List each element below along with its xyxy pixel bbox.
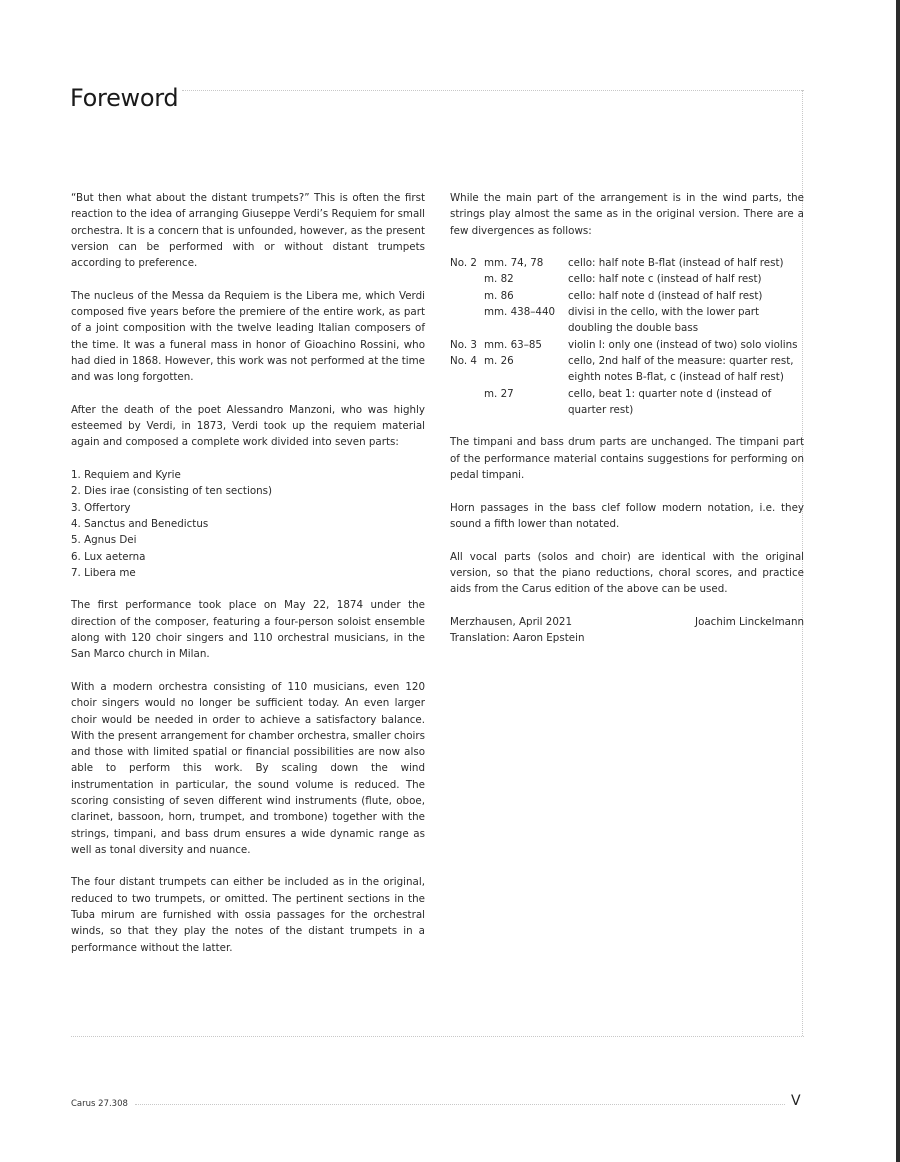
- paragraph: The nucleus of the Messa da Requiem is the Libera me, which Verdi composed five years before the premiere of the entire work, as part of a joint composition with the twelve leading Italian composers of the time. It was a funeral mass in honor of Gioachino Rossini, who had died in 1868. However, this work was not performed at the time and was long forgotten.: [71, 289, 425, 384]
- paragraph: All vocal parts (solos and choir) are identical with the original version, so that the piano reductions, choral scores, and practice aids from the Carus edition of the above can be used.: [450, 550, 804, 596]
- divergence-description: cello: half note c (instead of half rest): [568, 273, 762, 286]
- list-item: 2. Dies irae (consisting of ten sections): [71, 485, 273, 498]
- movement-number: [450, 271, 484, 287]
- right-column: [450, 190, 804, 646]
- measure-ref: m. 27: [484, 387, 514, 400]
- place-date: Merzhausen, April 2021: [450, 615, 573, 628]
- footer-dotted-rule: [135, 1104, 785, 1105]
- table-row: [450, 337, 804, 353]
- top-dotted-rule: [182, 90, 804, 91]
- measure-ref: mm. 74, 78: [484, 257, 544, 270]
- paragraph: The four distant trumpets can either be included as in the original, reduced to two trumpets, or omitted. The pertinent sections in the Tuba mirum are furnished with ossia passages for the orchestral winds, so that they play the notes of the distant trumpets in a performance without the latter.: [71, 876, 425, 954]
- divergence-description: cello, beat 1: quarter note d (instead of quarter rest): [568, 387, 772, 416]
- measure-ref: mm. 63–85: [484, 338, 542, 351]
- table-row: [450, 304, 804, 337]
- table-row: [450, 386, 804, 419]
- movement-number: No. 4: [450, 354, 477, 367]
- paragraph: Horn passages in the bass clef follow modern notation, i.e. they sound a fifth lower than notated.: [450, 501, 804, 530]
- measure-ref: m. 82: [484, 273, 514, 286]
- page-number: V: [791, 1093, 801, 1109]
- divergence-description: violin I: only one (instead of two) solo violins: [568, 338, 798, 351]
- divergences-table: [450, 255, 804, 418]
- list-item: 1. Requiem and Kyrie: [71, 469, 181, 482]
- movement-number: [450, 288, 484, 304]
- movement-number: No. 2: [450, 257, 477, 270]
- paragraph: While the main part of the arrangement is in the wind parts, the strings play almost the same as in the original version. There are a few divergences as follows:: [450, 192, 804, 237]
- list-item: 5. Agnus Dei: [71, 534, 137, 547]
- divergence-description: cello, 2nd half of the measure: quarter rest, eighth notes B-flat, c (instead of half rest): [568, 354, 794, 384]
- left-column: [71, 190, 425, 972]
- movement-number: [450, 304, 484, 337]
- page-edge-bar: [896, 0, 900, 1162]
- bottom-dotted-rule: [71, 1036, 804, 1037]
- table-row: [450, 255, 804, 271]
- list-item: 4. Sanctus and Benedictus: [71, 517, 209, 530]
- movement-number: [450, 386, 484, 419]
- paragraph: With a modern orchestra consisting of 110 musicians, even 120 choir singers would no longer be sufficient today. An even larger choir would be needed in order to achieve a satisfactory balance. With the present arrangement for chamber orchestra, smaller choirs and those with limited spatial or financial possibilities are now also able to perform this work. By scaling down the wind instrumentation in particular, the sound volume is reduced. The scoring consisting of seven different wind instruments (flute, oboe, clarinet, bassoon, horn, trumpet, and trombone) together with the strings, timpani, and bass drum ensures a wide dynamic range as well as tonal diversity and nuance.: [71, 680, 425, 856]
- table-row: [450, 353, 804, 386]
- author-name: Joachim Linckelmann: [695, 615, 804, 628]
- divergence-description: cello: half note d (instead of half rest): [568, 289, 763, 302]
- paragraph: The timpani and bass drum parts are unchanged. The timpani part of the performance material contains suggestions for performing on pedal timpani.: [450, 436, 804, 482]
- table-row: [450, 271, 804, 287]
- paragraph: “But then what about the distant trumpets?” This is often the first reaction to the idea of arranging Giuseppe Verdi’s Requiem for small orchestra. It is a concern that is unfounded, however, as the present version can be performed with or without distant trumpets according to preference.: [71, 192, 425, 270]
- paragraph: The first performance took place on May 22, 1874 under the direction of the composer, featuring a four-person soloist ensemble along with 120 choir singers and 110 orchestral musicians, in the San Marco church in Milan.: [71, 599, 425, 661]
- measure-ref: m. 86: [484, 289, 514, 302]
- measure-ref: m. 26: [484, 354, 514, 367]
- paragraph: After the death of the poet Alessandro Manzoni, who was highly esteemed by Verdi, in 1873, Verdi took up the requiem material again and composed a complete work divided into seven parts:: [71, 403, 425, 449]
- list-item: 7. Libera me: [71, 566, 136, 579]
- catalog-number: Carus 27.308: [71, 1099, 128, 1109]
- table-row: [450, 288, 804, 304]
- list-item: 6. Lux aeterna: [71, 550, 146, 563]
- list-item: 3. Offertory: [71, 501, 131, 514]
- measure-ref: mm. 438–440: [484, 306, 556, 319]
- page-title: Foreword: [70, 84, 179, 112]
- divergence-description: cello: half note B-flat (instead of half rest): [568, 257, 784, 270]
- parts-list: [71, 467, 425, 581]
- signature-line: [450, 614, 804, 630]
- translation-credit: Translation: Aaron Epstein: [450, 632, 585, 645]
- divergence-description: divisi in the cello, with the lower part doubling the double bass: [568, 306, 760, 335]
- movement-number: No. 3: [450, 338, 477, 351]
